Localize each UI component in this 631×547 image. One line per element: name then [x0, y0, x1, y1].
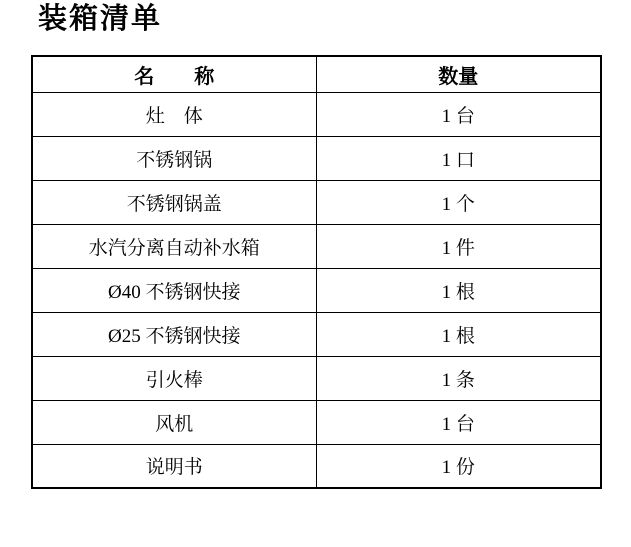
- packing-list-table: [31, 55, 602, 489]
- table-row: [32, 400, 601, 444]
- item-name-cell: 不锈钢锅盖: [32, 180, 316, 224]
- item-quantity-cell: 1 根: [316, 268, 601, 312]
- item-quantity-cell: 1 台: [316, 400, 601, 444]
- column-header-name: 名 称: [32, 56, 316, 92]
- item-name-cell: 不锈钢锅: [32, 136, 316, 180]
- column-header-quantity: 数量: [316, 56, 601, 92]
- item-quantity-cell: 1 份: [316, 444, 601, 488]
- table-row: [32, 92, 601, 136]
- table-row: [32, 224, 601, 268]
- table-row: [32, 444, 601, 488]
- item-quantity-cell: 1 条: [316, 356, 601, 400]
- item-quantity-cell: 1 件: [316, 224, 601, 268]
- item-quantity-cell: 1 台: [316, 92, 601, 136]
- item-name-cell: Ø25 不锈钢快接: [32, 312, 316, 356]
- table-row: [32, 312, 601, 356]
- table-row: [32, 136, 601, 180]
- page-title: 装箱清单: [38, 3, 163, 35]
- item-quantity-cell: 1 根: [316, 312, 601, 356]
- table-row: [32, 356, 601, 400]
- item-name-cell: 说明书: [32, 444, 316, 488]
- item-name-cell: 引火棒: [32, 356, 316, 400]
- item-quantity-cell: 1 个: [316, 180, 601, 224]
- table-row: [32, 180, 601, 224]
- item-name-cell: 风机: [32, 400, 316, 444]
- item-name-cell: 灶 体: [32, 92, 316, 136]
- table-row: [32, 268, 601, 312]
- item-name-cell: Ø40 不锈钢快接: [32, 268, 316, 312]
- item-quantity-cell: 1 口: [316, 136, 601, 180]
- item-name-cell: 水汽分离自动补水箱: [32, 224, 316, 268]
- table-header-row: [32, 56, 601, 92]
